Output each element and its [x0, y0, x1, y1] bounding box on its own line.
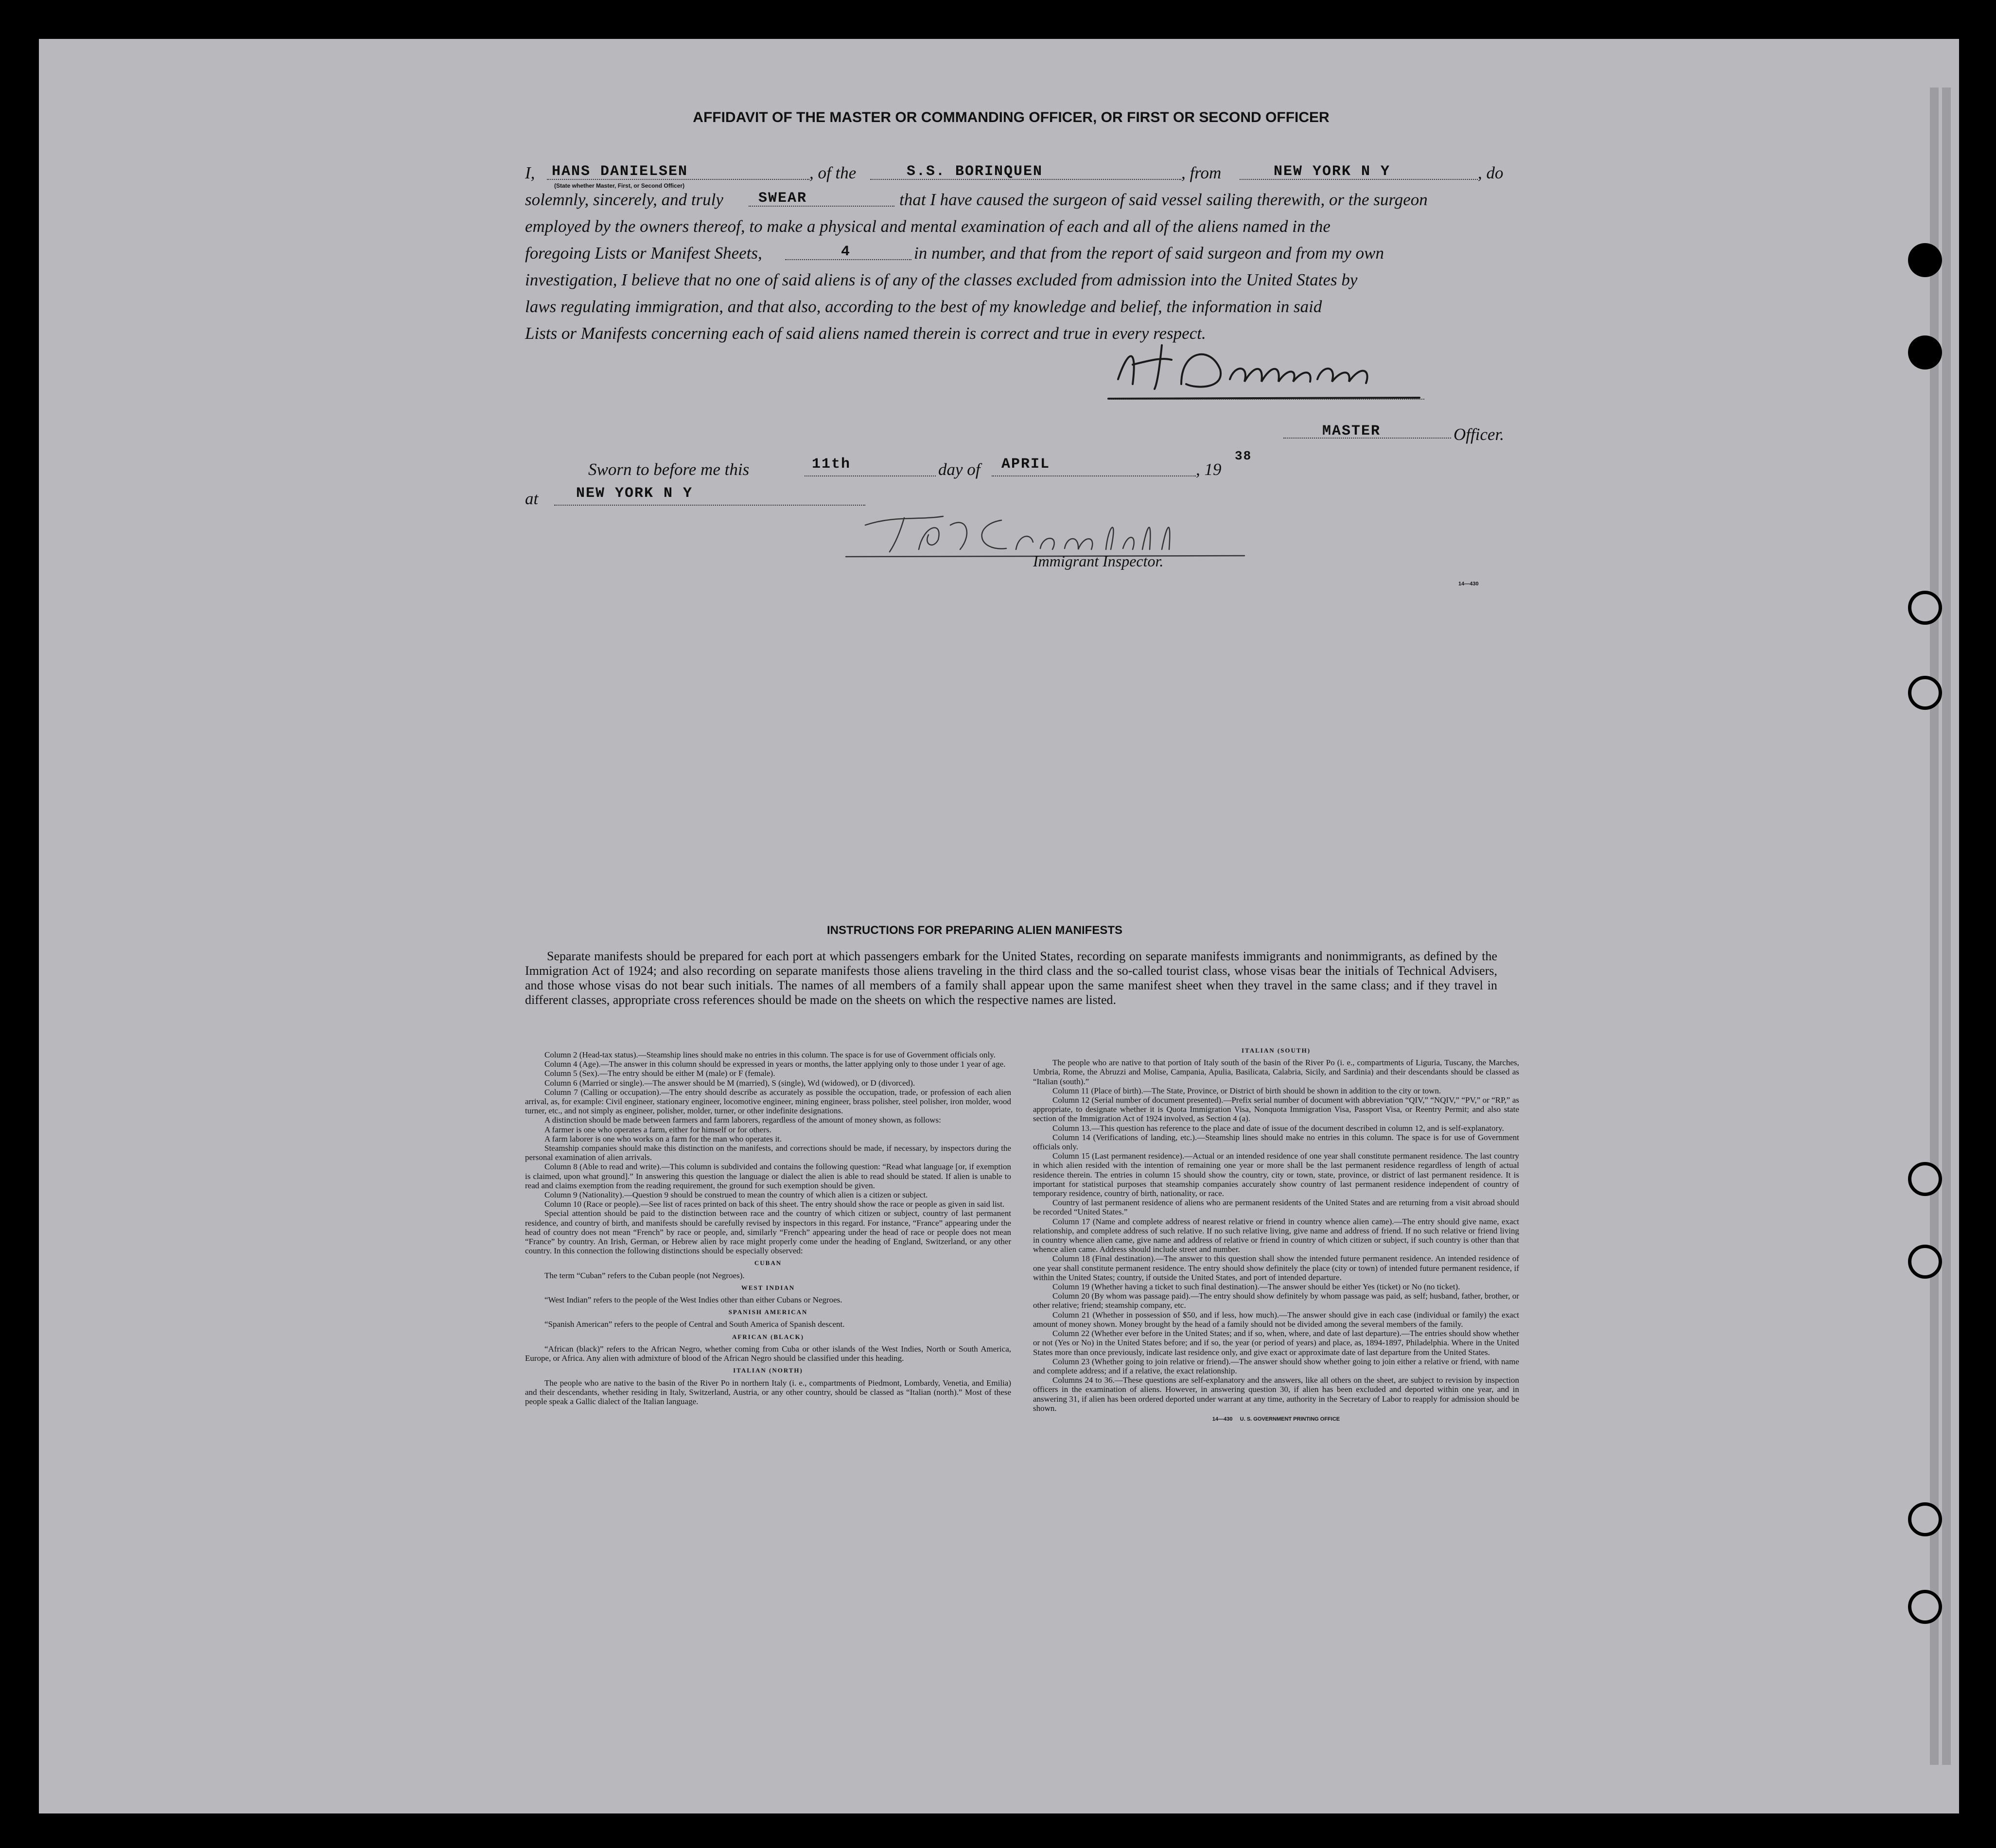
instructions-right-column: [1033, 1043, 1519, 1424]
page-edge: [1942, 88, 1951, 1765]
instruction-paragraph: Column 21 (Whether in possession of $50, and if less, how much).—The answer should give in each case (individual or family) the exact amount of money shown. Money brought by the head of a family should not be divided among the several members of the family.: [1033, 1310, 1519, 1329]
rank-note: (State whether Master, First, or Second Officer): [554, 182, 685, 189]
affidavit-text: foregoing Lists or Manifest Sheets,: [525, 244, 762, 263]
sworn-month: APRIL: [1001, 456, 1051, 473]
instructions-title: INSTRUCTIONS FOR PREPARING ALIEN MANIFESTS: [826, 924, 1122, 937]
master-signature: [1108, 331, 1424, 408]
instruction-paragraph: Column 6 (Married or single).—The answer should be M (married), S (single), Wd (widowed), or D (divorced).: [544, 1078, 915, 1088]
footer-form-number: 14—430: [1212, 1416, 1233, 1422]
instruction-paragraph: Column 10 (Race or people).—See list of races printed on back of this sheet. The entry should show the race or people as given in said list.: [544, 1199, 1005, 1209]
affidavit-text: I,: [525, 163, 535, 182]
instruction-paragraph: Column 8 (Able to read and write).—This column is subdivided and contains the following question: “Read what language [or, if exemption is claimed, upon what ground].” In answering this question the language or dialect the alien is able to read should be stated. If alien is unable to read and claims exemption from the reading requirement, the ground for such exemption should be given.: [525, 1162, 1011, 1190]
instruction-paragraph: A farmer is one who operates a farm, either for himself or for others.: [544, 1125, 771, 1134]
instruction-paragraph: Column 19 (Whether having a ticket to such final destination).—The answer should be either Yes (ticket) or No (no ticket).: [1052, 1282, 1460, 1292]
sheet-count: 4: [841, 244, 851, 260]
section-heading: ITALIAN (SOUTH): [1241, 1047, 1311, 1054]
vessel-name: S.S. BORINQUEN: [907, 163, 1043, 180]
manifest-sheet: [39, 39, 1959, 1813]
instruction-paragraph: “Spanish American” refers to the people of Central and South America of Spanish descent.: [544, 1320, 845, 1329]
binder-hole: [1908, 243, 1942, 277]
inspector-label: Immigrant Inspector.: [1033, 552, 1164, 570]
blank-line: [554, 505, 865, 506]
instruction-paragraph: Column 12 (Serial number of document presented).—Prefix serial number of document with abbreviation “QIV,” “NQIV,” “PV,” or “RP,” as appropriate, to designate whether it is Quota Immigration Visa, Nonquota Immigration Visa, Passport Visa, or Reentry Permit; and also state section of the Immigration Act of 1924 involved, as Section 4 (a).: [1033, 1095, 1519, 1124]
footer-printing-office: U. S. GOVERNMENT PRINTING OFFICE: [1240, 1416, 1340, 1422]
instruction-paragraph: Column 5 (Sex).—The entry should be either M (male) or F (female).: [544, 1069, 775, 1078]
instruction-paragraph: Column 18 (Final destination).—The answer to this question shall show the intended future permanent residence. An intended residence of one year shall constitute permanent residence. The entry should show definitely the place (city or town) of intended future permanent residence, if within the United States; country, if outside the United States, and port of intended departure.: [1033, 1254, 1519, 1282]
instruction-paragraph: Column 20 (By whom was passage paid).—The entry should show definitely by whom passage was paid, as self; husband, father, brother, or other relative; friend; steamship company, etc.: [1033, 1291, 1519, 1310]
binder-hole: [1908, 1502, 1942, 1536]
instruction-paragraph: The people who are native to the basin of the River Po in northern Italy (i. e., compartments of Piedmont, Lombardy, Venetia, and Emilia) and their descendants, whether residing in Italy, Switzerland, Austria, or any other country, should be classed as “Italian (north).” Most of these people speak a Gallic dialect of the Italian language.: [525, 1378, 1011, 1406]
binder-hole: [1908, 676, 1942, 710]
affidavit-text: solemnly, sincerely, and truly: [525, 190, 723, 209]
sworn-text: , 19: [1196, 460, 1222, 479]
instruction-paragraph: Column 7 (Calling or occupation).—The entry should describe as accurately as possible the occupation, trade, or profession of each alien arrival, as, for example: Civil engineer, stationary engineer, locomotive engineer, mining engineer, brass polisher, steel polisher, iron molder, wood turner, etc., and not simply as engineer, polisher, molder, turner, or other indefinite designations.: [525, 1087, 1011, 1116]
instruction-paragraph: “West Indian” refers to the people of the West Indies other than either Cubans or Negroes.: [544, 1295, 842, 1305]
sworn-text: day of: [938, 460, 980, 479]
instruction-paragraph: Column 23 (Whether going to join relative or friend).—The answer should show whether going to join either a relative or friend, with name and complete address; and if a relative, the exact relationship.: [1033, 1356, 1519, 1375]
section-heading: WEST INDIAN: [741, 1284, 795, 1291]
section-heading: SPANISH AMERICAN: [728, 1308, 808, 1316]
instruction-paragraph: The people who are native to that portion of Italy south of the basin of the River Po (i. e., compartments of Liguria, Tuscany, the Marches, Umbria, Rome, the Abruzzi and Molise, Campania, Apulia, Basilicata, Calabria, Sicily, and Sardinia) and their descendants should be classed as “Italian (south).”: [1033, 1058, 1519, 1086]
instruction-paragraph: Column 11 (Place of birth).—The State, Province, or District of birth should be shown in addition to the city or town.: [1052, 1086, 1441, 1095]
instruction-paragraph: Column 13.—This question has reference to the place and date of issue of the document described in column 12, and is self-explanatory.: [1052, 1123, 1504, 1133]
officer-label: Officer.: [1453, 425, 1505, 444]
officer-name: HANS DANIELSEN: [552, 163, 688, 180]
sworn-text: Sworn to before me this: [588, 460, 750, 479]
instruction-paragraph: Column 17 (Name and complete address of nearest relative or friend in country whence alien came).—The entry should give name, exact relationship, and complete address of such relative. If no such relative living, give name and address of friend. If no such relative or friend living in country whence alien came, give name and address of relative or friend in country of which citizen or subject, if such country is other than that whence alien came. Address should include street and number.: [1033, 1216, 1519, 1254]
blank-line: [992, 475, 1196, 476]
blank-line: [805, 475, 936, 476]
at-label: at: [525, 489, 539, 508]
binder-hole: [1908, 1590, 1942, 1624]
instruction-paragraph: Special attention should be paid to the distinction between race and the country of which citizen or subject, country of last permanent residence, and country of birth, and manifests should be carefully revised by inspectors in this regard. For instance, “France” appearing under the head of country does not mean “French” by race or people, and, similarly “French” appearing under the head of race or people does not mean “France” by country. An Irish, German, or Hebrew alien by race might properly come under the heading of England, Switzerland, or any other country. In this connection the following distinctions should be especially observed:: [525, 1209, 1011, 1256]
sworn-year: 38: [1235, 449, 1252, 463]
section-heading: AFRICAN (BLACK): [732, 1333, 805, 1340]
affidavit-text: employed by the owners thereof, to make a physical and mental examination of each and all of the aliens named in the: [525, 217, 1331, 236]
instruction-paragraph: A farm laborer is one who works on a farm for the man who operates it.: [544, 1134, 782, 1144]
section-heading: CUBAN: [754, 1259, 782, 1267]
binder-hole: [1908, 1162, 1942, 1196]
instruction-paragraph: A distinction should be made between farmers and farm laborers, regardless of the amount of money shown, as follows:: [544, 1115, 941, 1125]
binder-hole: [1908, 591, 1942, 625]
instruction-paragraph: Column 2 (Head-tax status).—Steamship lines should make no entries in this column. The space is for use of Government officials only.: [544, 1050, 996, 1059]
sworn-day: 11th: [812, 456, 851, 473]
instruction-paragraph: Column 15 (Last permanent residence).—Actual or an intended residence of one year shall constitute permanent residence. The last country in which alien resided with the intention of remaining one year or more shall be the last permanent residence regardless of length of actual residence therein. The entries in column 15 should show the country, city or town, state, province, or district of last permanent residence. It is important for statistical purposes that steamship companies accurately show country of last permanent residence independent of country of temporary residence, country of birth, nationality, or race.: [1033, 1151, 1519, 1198]
affidavit-text: that I have caused the surgeon of said vessel sailing therewith, or the surgeon: [899, 190, 1428, 209]
instructions-intro: Separate manifests should be prepared for each port at which passengers embark for the United States, recording on separate manifests immigrants and nonimmigrants, as defined by the Immigration Act of 1924; and also recording on separate manifests those aliens traveling in the third class and the so-called tourist class, whose visas bear the initials of Technical Advisers, and those whose visas do not bear such initials. The names of all members of a family shall appear upon the same manifest sheet when they travel in the same class; and if they travel in different classes, appropriate cross references should be made on the sheets on which the respective names are listed.: [525, 949, 1497, 1007]
instruction-paragraph: Column 4 (Age).—The answer in this column should be expressed in years or months, the latter applying only to those under 1 year of age.: [544, 1059, 1006, 1069]
affidavit-text: laws regulating immigration, and that also, according to the best of my knowledge and belief, the information in said: [525, 297, 1322, 316]
oath-word: SWEAR: [758, 190, 807, 207]
sworn-place: NEW YORK N Y: [576, 485, 693, 502]
section-heading: ITALIAN (NORTH): [733, 1367, 803, 1374]
instruction-paragraph: Country of last permanent residence of aliens who are permanent residents of the United States and are returning from a visit abroad should be recorded “United States.”: [1033, 1198, 1519, 1217]
instruction-paragraph: Columns 24 to 36.—These questions are self-explanatory and the answers, like all others on the sheet, are subject to revision by inspection officers in the examination of aliens. However, in answering question 30, if alien has been excluded and deported within one year, and in answering 31, if alien has been ordered deported under warrant at any time, authority in the Secretary of Labor to reapply for admission should be shown.: [1033, 1375, 1519, 1413]
officer-rank: MASTER: [1322, 423, 1381, 440]
affidavit-text: Lists or Manifests concerning each of said aliens named therein is correct and true in every respect.: [525, 324, 1206, 343]
affidavit-text: , of the: [809, 163, 857, 182]
signature-line: [1108, 399, 1424, 400]
instruction-paragraph: Column 9 (Nationality).—Question 9 should be construed to mean the country of which alien is a citizen or subject.: [544, 1190, 928, 1200]
departure-port: NEW YORK N Y: [1274, 163, 1391, 180]
instruction-paragraph: Column 22 (Whether ever before in the United States; and if so, when, where, and date of last departure).—The entries should show whether or not (Yes or No) in the United States before; and if so, the year (or period of years) and place, as, 1894-1897, Philadelphia. Where in the United States more than once previously, indicate last residence only, and give exact or approximate date of last departure from the United States.: [1033, 1329, 1519, 1357]
instruction-paragraph: The term “Cuban” refers to the Cuban people (not Negroes).: [544, 1270, 745, 1280]
printing-footer: [1033, 1415, 1519, 1424]
instruction-paragraph: Steamship companies should make this distinction on the manifests, and corrections should be made, if necessary, by inspectors during the personal examination of alien arrivals.: [525, 1144, 1011, 1162]
binder-hole: [1908, 335, 1942, 370]
affidavit-text: in number, and that from the report of said surgeon and from my own: [914, 244, 1384, 263]
form-number: 14—430: [1458, 581, 1479, 587]
affidavit-title: AFFIDAVIT OF THE MASTER OR COMMANDING OFFICER, OR FIRST OR SECOND OFFICER: [693, 109, 1330, 125]
affidavit-text: , from: [1181, 163, 1222, 182]
instruction-paragraph: “African (black)” refers to the African Negro, whether coming from Cuba or other islands of the West Indies, North or South America, Europe, or Africa. Any alien with admixture of blood of the African Negro should be classified under this heading.: [525, 1344, 1011, 1363]
instruction-paragraph: Column 14 (Verifications of landing, etc.).—Steamship lines should make no entries in this column. The space is for use of Government officials only.: [1033, 1132, 1519, 1152]
affidavit-text: investigation, I believe that no one of said aliens is of any of the classes excluded from admission into the United States by: [525, 270, 1358, 289]
affidavit-text: , do: [1478, 163, 1504, 182]
binder-hole: [1908, 1245, 1942, 1279]
instructions-left-column: [525, 1050, 1011, 1406]
